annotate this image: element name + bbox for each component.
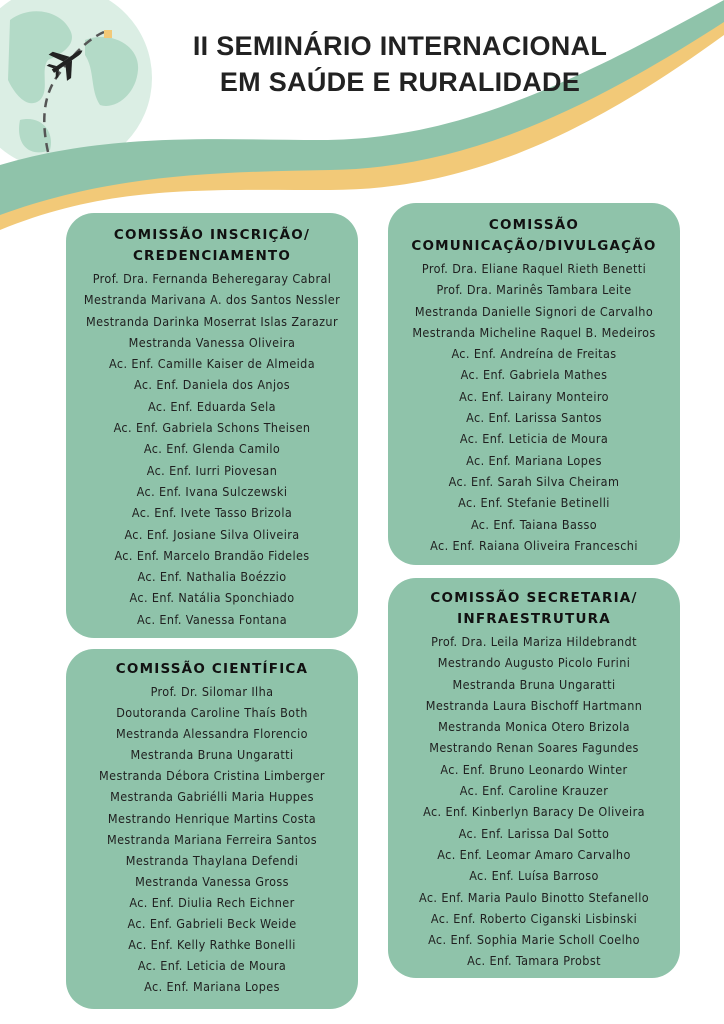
member-name: Ac. Enf. Caroline Krauzer [459, 783, 609, 799]
member-name: Mestranda Vanessa Gross [135, 873, 289, 889]
member-name: Ac. Enf. Leomar Amaro Carvalho [437, 846, 631, 862]
member-name: Mestrando Augusto Picolo Furini [437, 655, 631, 671]
member-name: Ac. Enf. Andreína de Freitas [451, 346, 617, 362]
member-list [66, 268, 358, 630]
member-name: Ac. Enf. Maria Paulo Binotto Stefanello [418, 889, 650, 905]
committee-title [388, 588, 680, 630]
member-name: Ac. Enf. Larissa Dal Sotto [458, 825, 610, 841]
member-list [388, 258, 680, 556]
title-line-1: II SEMINÁRIO INTERNACIONAL [192, 31, 608, 61]
member-name: Ac. Enf. Leticia de Moura [137, 958, 287, 974]
member-name: Ac. Enf. Nathalia Boézzio [137, 569, 287, 585]
committee-title-line: COMISSÃO [488, 217, 580, 233]
member-name: Mestranda Gabriélli Maria Huppes [110, 789, 314, 805]
member-list [66, 681, 358, 997]
member-name: Mestranda Mariana Ferreira Santos [106, 831, 318, 847]
member-name: Ac. Enf. Roberto Ciganski Lisbinski [430, 910, 638, 926]
member-name: Ac. Enf. Josiane Silva Oliveira [124, 526, 300, 542]
member-name: Ac. Enf. Kinberlyn Baracy De Oliveira [423, 804, 645, 820]
member-name: Ac. Enf. Vanessa Fontana [136, 611, 287, 627]
member-name: Ac. Enf. Camille Kaiser de Almeida [108, 356, 315, 372]
member-name: Prof. Dra. Leila Mariza Hildebrandt [431, 634, 637, 649]
member-name: Ac. Enf. Stefanie Betinelli [458, 495, 610, 511]
member-name: Prof. Dra. Fernanda Beheregaray Cabral [92, 271, 332, 286]
member-name: Mestranda Alessandra Florencio [116, 726, 308, 742]
member-name: Mestranda Danielle Signori de Carvalho [414, 303, 654, 319]
committee-title-line: INFRAESTRUTURA [457, 611, 611, 627]
member-name: Ac. Enf. Diulia Rech Eichner [129, 894, 295, 910]
member-name: Mestranda Darinka Moserrat Islas Zarazur [86, 313, 338, 329]
member-name: Mestrando Renan Soares Fagundes [429, 740, 639, 756]
member-name: Mestranda Thaylana Defendi [125, 852, 299, 868]
member-name: Ac. Enf. Mariana Lopes [144, 979, 280, 995]
committee-title [66, 659, 358, 680]
committee-title-line: COMUNICAÇÃO/DIVULGAÇÃO [411, 238, 657, 254]
page-title [150, 28, 650, 100]
committee-title-line: CREDENCIAMENTO [132, 248, 292, 264]
member-name: Ac. Enf. Taiana Basso [470, 516, 598, 532]
member-name: Doutoranda Caroline Thaís Both [116, 705, 308, 721]
committee-card-cientifica [66, 649, 358, 1009]
committee-card-secretaria [388, 578, 680, 978]
member-name: Mestranda Monica Otero Brizola [438, 719, 630, 735]
member-name: Ac. Enf. Leticia de Moura [459, 431, 609, 447]
member-name: Prof. Dra. Marinês Tambara Leite [436, 282, 632, 298]
member-list [388, 631, 680, 972]
member-name: Ac. Enf. Gabriela Schons Theisen [113, 420, 311, 436]
member-name: Ac. Enf. Marcelo Brandão Fideles [114, 547, 310, 563]
member-name: Ac. Enf. Glenda Camilo [143, 441, 281, 457]
member-name: Mestranda Laura Bischoff Hartmann [425, 697, 643, 713]
committee-card-comunicacao [388, 203, 680, 565]
member-name: Ac. Enf. Gabriela Mathes [460, 367, 608, 383]
member-name: Ac. Enf. Mariana Lopes [466, 452, 602, 468]
member-name: Ac. Enf. Luísa Barroso [469, 868, 599, 884]
member-name: Mestranda Bruna Ungaratti [130, 747, 294, 763]
member-name: Ac. Enf. Daniela dos Anjos [133, 377, 291, 393]
member-name: Ac. Enf. Raiana Oliveira Franceschi [430, 537, 638, 553]
member-name: Mestranda Marivana A. dos Santos Nessler [83, 292, 341, 308]
title-line-2: EM SAÚDE E RURALIDADE [219, 67, 581, 97]
committee-title [388, 215, 680, 257]
member-name: Ac. Enf. Sophia Marie Scholl Coelho [428, 932, 640, 948]
member-name: Ac. Enf. Larissa Santos [466, 410, 602, 426]
member-name: Ac. Enf. Kelly Rathke Bonelli [128, 937, 296, 953]
committee-title-line: COMISSÃO INSCRIÇÃO/ [113, 227, 311, 243]
member-name: Ac. Enf. Sarah Silva Cheiram [448, 473, 620, 489]
member-name: Mestranda Bruna Ungaratti [452, 676, 616, 692]
member-name: Prof. Dr. Silomar Ilha [150, 684, 274, 699]
member-name: Ac. Enf. Ivana Sulczewski [136, 483, 288, 499]
committee-card-inscricao [66, 213, 358, 638]
member-name: Mestrando Henrique Martins Costa [107, 810, 317, 826]
member-name: Ac. Enf. Bruno Leonardo Winter [440, 761, 628, 777]
member-name: Ac. Enf. Natália Sponchiado [129, 590, 295, 606]
member-name: Ac. Enf. Iurri Piovesan [146, 462, 278, 478]
member-name: Ac. Enf. Tamara Probst [467, 953, 601, 969]
destination-marker-graphic [104, 30, 112, 38]
member-name: Prof. Dra. Eliane Raquel Rieth Benetti [421, 261, 647, 276]
member-name: Ac. Enf. Ivete Tasso Brizola [131, 505, 293, 521]
committee-title-line: COMISSÃO SECRETARIA/ [430, 590, 638, 606]
committee-title-line: COMISSÃO CIENTÍFICA [115, 661, 309, 677]
member-name: Mestranda Débora Cristina Limberger [99, 768, 325, 784]
member-name: Ac. Enf. Eduarda Sela [148, 398, 276, 414]
member-name: Ac. Enf. Gabrieli Beck Weide [127, 916, 297, 932]
member-name: Mestranda Vanessa Oliveira [128, 334, 296, 350]
member-name: Ac. Enf. Lairany Monteiro [459, 388, 609, 404]
member-name: Mestranda Micheline Raquel B. Medeiros [412, 324, 656, 340]
committee-title [66, 225, 358, 267]
